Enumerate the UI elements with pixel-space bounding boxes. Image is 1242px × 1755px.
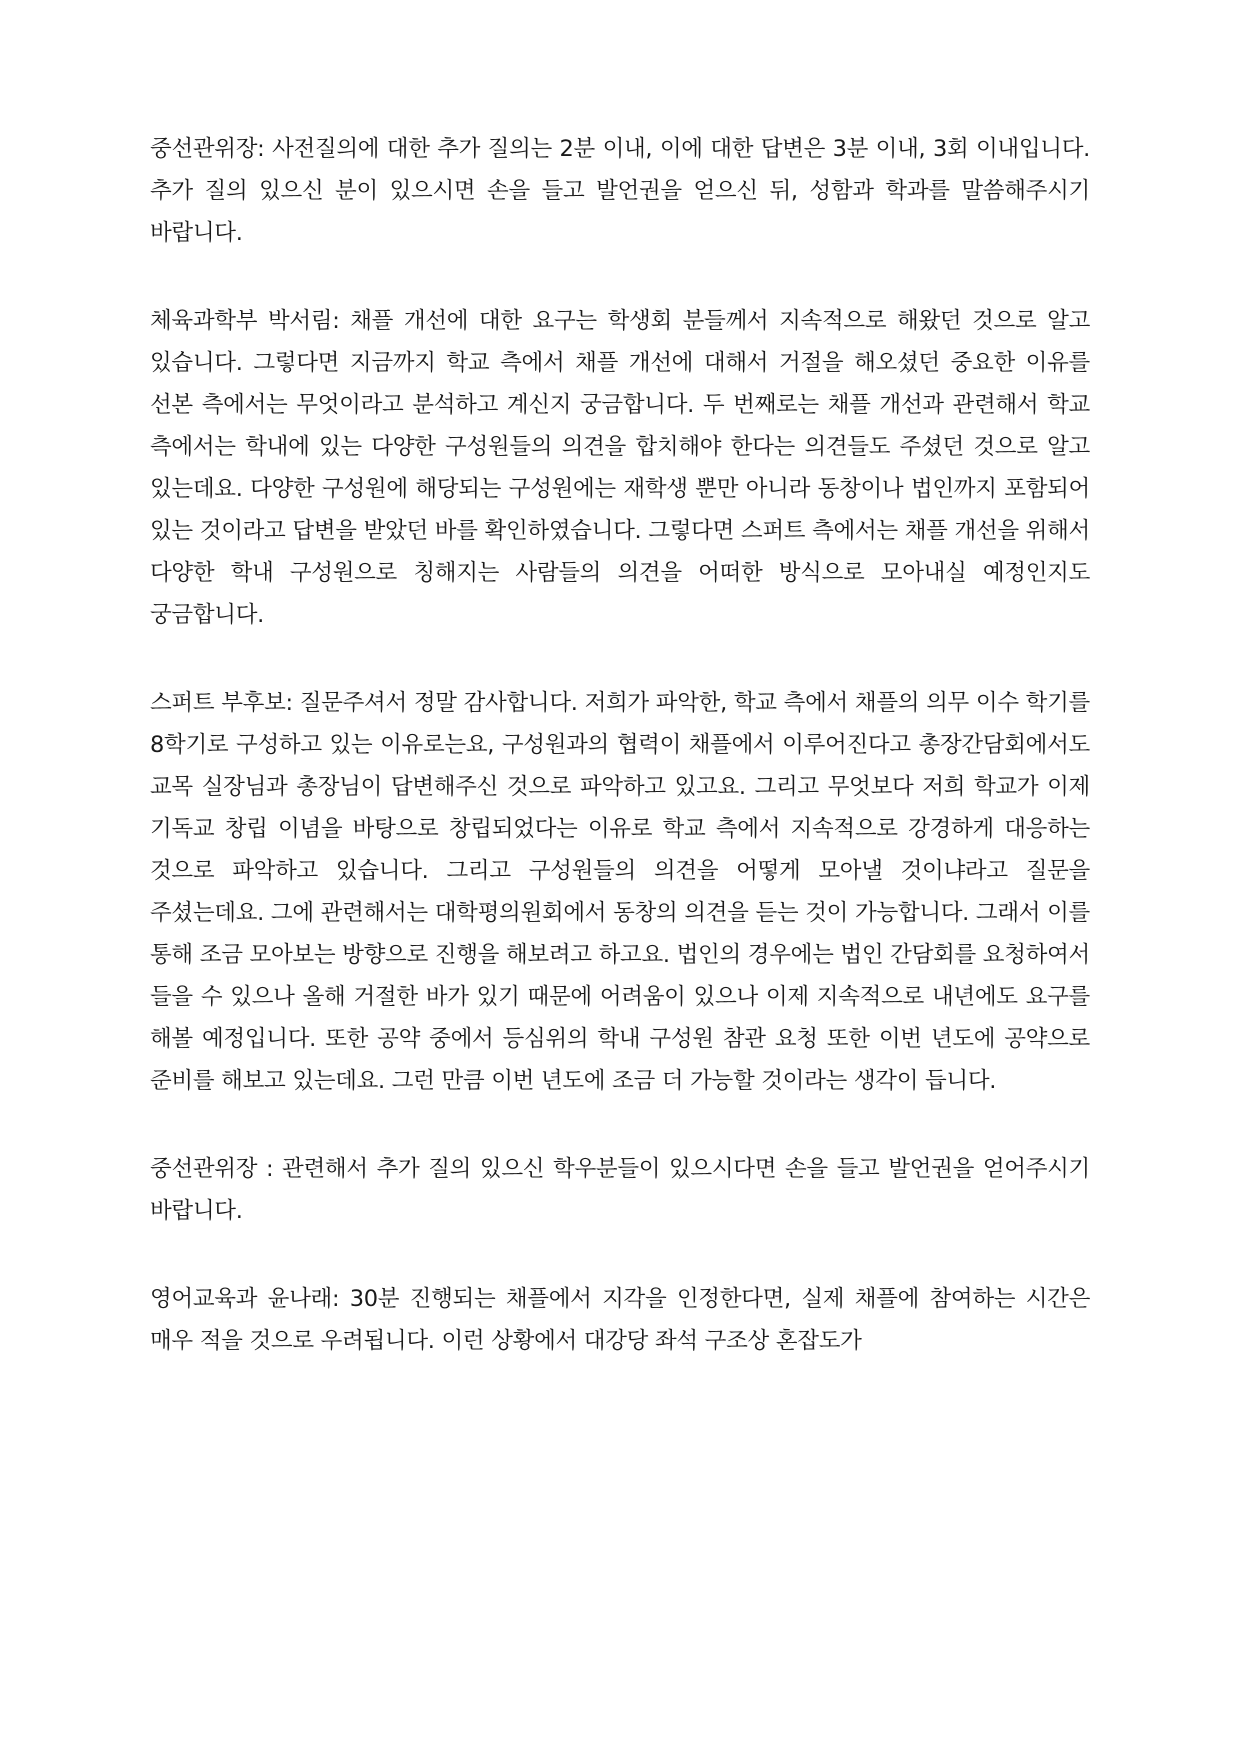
paragraph-election-chair-intro: 중선관위장: 사전질의에 대한 추가 질의는 2분 이내, 이에 대한 답변은 3분 이내, 3회 이내입니다. 추가 질의 있으신 분이 있으시면 손을 들고 발언권을 얻으신 뒤, 성함과 학과를 말씀해주시기 바랍니다.: [150, 136, 1090, 246]
paragraph-answer-sprint-vice-candidate: 스퍼트 부후보: 질문주셔서 정말 감사합니다. 저희가 파악한, 학교 측에서 채플의 의무 이수 학기를 8학기로 구성하고 있는 이유로는요, 구성원과의 협력이 채플에서 이루어진다고 총장간담회에서도 교목 실장님과 총장님이 답변해주신 것으로 파악하고 있고요. 그리고 무엇보다 저희 학교가 이제 기독교 창립 이념을 바탕으로 창립되었다는 이유로 학교 측에서 지속적으로 강경하게 대응하는 것으로 파악하고 있습니다. 그리고 구성원들의 의견을 어떻게 모아낼 것이냐라고 질문을 주셨는데요. 그에 관련해서는 대학평의원회에서 동창의 의견을 듣는 것이 가능합니다. 그래서 이를 통해 조금 모아보는 방향으로 진행을 해보려고 하고요. 법인의 경우에는 법인 간담회를 요청하여서 들을 수 있으나 올해 거절한 바가 있기 때문에 어려움이 있으나 이제 지속적으로 내년에도 요구를 해볼 예정입니다. 또한 공약 중에서 등심위의 학내 구성원 참관 요청 또한 이번 년도에 공약으로 준비를 해보고 있는데요. 그런 만큼 이번 년도에 조금 더 가능할 것이라는 생각이 듭니다.: [150, 690, 1090, 1094]
document-page: [150, 128, 1090, 1362]
paragraph-question-park-seorim: 체육과학부 박서림: 채플 개선에 대한 요구는 학생회 분들께서 지속적으로 해왔던 것으로 알고 있습니다. 그렇다면 지금까지 학교 측에서 채플 개선에 대해서 거절을 해오셨던 중요한 이유를 선본 측에서는 무엇이라고 분석하고 계신지 궁금합니다. 두 번째로는 채플 개선과 관련해서 학교 측에서는 학내에 있는 다양한 구성원들의 의견을 합치해야 한다는 의견들도 주셨던 것으로 알고 있는데요. 다양한 구성원에 해당되는 구성원에는 재학생 뿐만 아니라 동창이나 법인까지 포함되어 있는 것이라고 답변을 받았던 바를 확인하였습니다. 그렇다면 스퍼트 측에서는 채플 개선을 위해서 다양한 학내 구성원으로 칭해지는 사람들의 의견을 어떠한 방식으로 모아내실 예정인지도 궁금합니다.: [150, 308, 1090, 628]
paragraph-question-yoon-narae: 영어교육과 윤나래: 30분 진행되는 채플에서 지각을 인정한다면, 실제 채플에 참여하는 시간은 매우 적을 것으로 우려됩니다. 이런 상황에서 대강당 좌석 구조상 혼잡도가: [150, 1286, 1090, 1354]
paragraph-election-chair-followup: 중선관위장 : 관련해서 추가 질의 있으신 학우분들이 있으시다면 손을 들고 발언권을 얻어주시기 바랍니다.: [150, 1156, 1090, 1224]
